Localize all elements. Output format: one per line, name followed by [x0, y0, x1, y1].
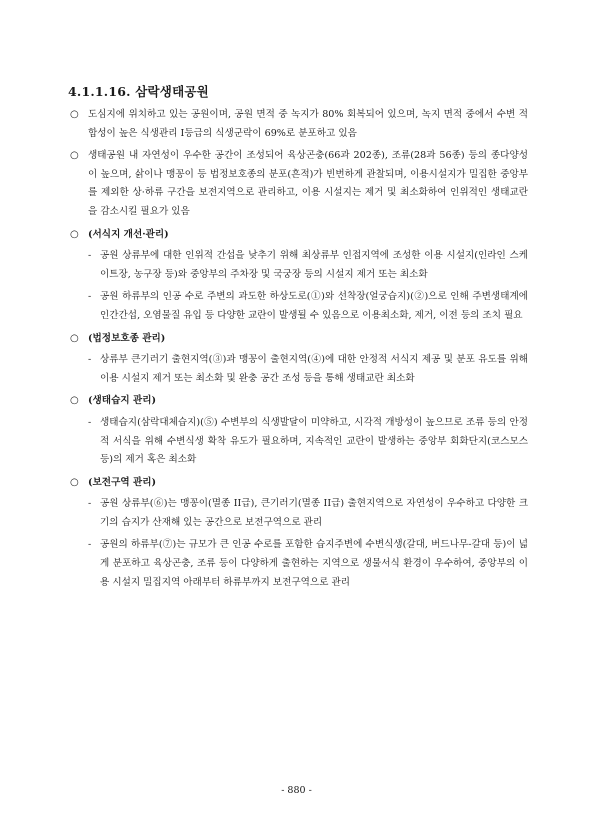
- item-text: 공원 상류부에 대한 인위적 간섭을 낮추기 위해 최상류부 인접지역에 조성한 이용 시설지(인라인 스케이트장, 농구장 등)와 중앙부의 주차장 및 국궁장 등의 시설지 제거 또는 최소화: [100, 250, 528, 280]
- item-text: 공원의 하류부(⑦)는 규모가 큰 인공 수로를 포함한 습지주변에 수변식생(갈대, 버드나무-갈대 등)이 넓게 분포하고 육상곤충, 조류 등이 다양하게 출현하는 지역으로 생물서식 환경이 우수하여, 중앙부의 이용 시설지 밀집지역 아래부터 하류부까지 보전구역으로 관리: [100, 539, 528, 588]
- page-number: - 880 -: [281, 785, 312, 796]
- dash-item: [66, 495, 528, 532]
- item-text: 도심지에 위치하고 있는 공원이며, 공원 면적 중 녹지가 80% 회복되어 있으며, 녹지 면적 중에서 수변 적합성이 높은 식생관리 I등급의 식생군락이 69%로 분포하고 있음: [88, 109, 528, 139]
- heading-text: (생태습지 관리): [88, 395, 157, 407]
- circle-bullet-icon: ○: [70, 109, 79, 120]
- subsection-heading: [66, 330, 528, 349]
- bullet-item: [66, 106, 528, 143]
- dash-bullet: -: [88, 291, 92, 303]
- circle-bullet-icon: ○: [70, 476, 79, 488]
- dash-bullet: -: [88, 498, 92, 510]
- item-text: 상류부 큰기러기 출현지역(③)과 맹꽁이 출현지역(④)에 대한 안정적 서식지 제공 및 분포 유도를 위해 이용 시설지 제거 또는 최소화 및 완충 공간 조성 등을 통해 생태교란 최소화: [100, 354, 528, 384]
- subsection-heading: [66, 226, 528, 245]
- dash-item: [66, 414, 528, 470]
- section-title: 4.1.1.16. 삼락생태공원: [68, 84, 209, 99]
- item-text: 공원 상류부(⑥)는 맹꽁이(멸종 II급), 큰기러기(멸종 II급) 출현지역으로 자연성이 우수하고 다양한 크기의 습지가 산재해 있는 공간으로 보전구역으로 관리: [100, 498, 528, 528]
- heading-text: (법정보호종 관리): [88, 332, 166, 344]
- heading-text: (서식지 개선·관리): [88, 228, 169, 240]
- circle-bullet-icon: ○: [70, 395, 79, 407]
- document-body: [66, 106, 528, 596]
- subsection-heading: [66, 474, 528, 493]
- circle-bullet-icon: ○: [70, 228, 79, 240]
- bullet-item: [66, 147, 528, 221]
- dash-bullet: -: [88, 539, 92, 551]
- dash-item: [66, 247, 528, 284]
- item-text: 공원 하류부의 인공 수로 주변의 과도한 하상도로(①)와 선착장(얼궁습지)(②)으로 인해 주변생태계에 인간간섭, 오염물질 유입 등 다양한 교란이 발생될 수 있음으로 이용최소화, 제거, 이전 등의 조치 필요: [100, 291, 528, 321]
- item-text: 생태공원 내 자연성이 우수한 공간이 조성되어 육상곤충(66과 202종), 조류(28과 56종) 등의 종다양성이 높으며, 삵이나 맹꽁이 등 법정보호종의 분포(흔적)가 빈번하게 관찰되며, 이용시설지가 밀집한 중앙부를 제외한 상·하류 구간을 보전지역으로 관리하고, 이용 시설지는 제거 및 최소화하여 인위적인 생태교란을 감소시킬 필요가 있음: [88, 150, 528, 217]
- subsection-heading: [66, 392, 528, 411]
- dash-bullet: -: [88, 416, 92, 428]
- dash-item: [66, 288, 528, 325]
- dash-item: [66, 351, 528, 388]
- item-text: 생태습지(삼락대체습지)(⑤) 수변부의 식생발달이 미약하고, 시각적 개방성이 높으므로 조류 등의 안정적 서식을 위해 수변식생 확착 유도가 필요하며, 지속적인 교란이 발생하는 중앙부 회화단지(코스모스 등)의 제거 혹은 최소화: [100, 416, 528, 466]
- dash-bullet: -: [88, 354, 92, 366]
- circle-bullet-icon: ○: [70, 332, 79, 344]
- dash-item: [66, 536, 528, 592]
- heading-text: (보전구역 관리): [88, 476, 157, 488]
- dash-bullet: -: [88, 250, 92, 262]
- circle-bullet-icon: ○: [70, 150, 79, 162]
